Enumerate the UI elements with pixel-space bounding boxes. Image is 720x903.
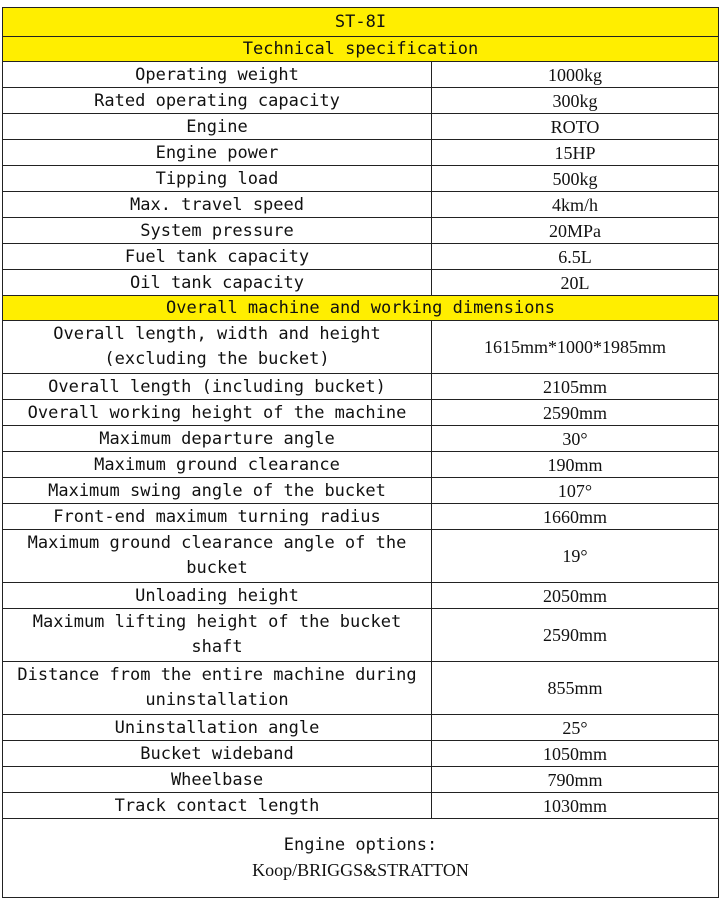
spec-row xyxy=(3,504,719,530)
spec-row xyxy=(3,583,719,609)
model-row xyxy=(3,8,719,37)
spec-value: 2590mm xyxy=(432,400,719,426)
spec-value: 15HP xyxy=(432,140,719,166)
spec-row xyxy=(3,452,719,478)
section-header xyxy=(3,296,719,321)
spec-label: Unloading height xyxy=(3,583,432,609)
spec-label: Rated operating capacity xyxy=(3,88,432,114)
spec-label: Maximum departure angle xyxy=(3,426,432,452)
spec-label: Overall length (including bucket) xyxy=(3,374,432,400)
spec-label: Maximum ground clearance angle of the bucket xyxy=(3,530,432,583)
spec-label: Distance from the entire machine during uninstallation xyxy=(3,662,432,715)
spec-value: 25° xyxy=(432,715,719,741)
spec-value: 855mm xyxy=(432,662,719,715)
spec-row xyxy=(3,767,719,793)
spec-label: Track contact length xyxy=(3,793,432,819)
spec-value: 1050mm xyxy=(432,741,719,767)
engine-options-heading: Engine options: xyxy=(283,835,438,855)
spec-label: Bucket wideband xyxy=(3,741,432,767)
spec-label: System pressure xyxy=(3,218,432,244)
spec-label: Uninstallation angle xyxy=(3,715,432,741)
spec-row xyxy=(3,192,719,218)
spec-value: 20MPa xyxy=(432,218,719,244)
spec-value: 4km/h xyxy=(432,192,719,218)
spec-label: Wheelbase xyxy=(3,767,432,793)
spec-label: Maximum lifting height of the bucket shaft xyxy=(3,609,432,662)
spec-label: Operating weight xyxy=(3,62,432,88)
spec-row xyxy=(3,166,719,192)
spec-value: 2105mm xyxy=(432,374,719,400)
engine-options-brands: Koop/BRIGGS&STRATTON xyxy=(252,860,469,880)
section-title: Overall machine and working dimensions xyxy=(3,296,719,321)
spec-row xyxy=(3,218,719,244)
spec-row xyxy=(3,793,719,819)
spec-row xyxy=(3,244,719,270)
spec-row xyxy=(3,609,719,662)
spec-value: 1000kg xyxy=(432,62,719,88)
spec-label: Max. travel speed xyxy=(3,192,432,218)
spec-row xyxy=(3,270,719,296)
spec-value: 790mm xyxy=(432,767,719,793)
spec-value: 300kg xyxy=(432,88,719,114)
spec-row xyxy=(3,62,719,88)
engine-options-row xyxy=(3,819,719,898)
spec-value: 19° xyxy=(432,530,719,583)
spec-row xyxy=(3,530,719,583)
spec-value: 30° xyxy=(432,426,719,452)
spec-value: 1660mm xyxy=(432,504,719,530)
spec-row xyxy=(3,114,719,140)
section-title: Technical specification xyxy=(3,37,719,62)
spec-value: 107° xyxy=(432,478,719,504)
spec-value: 500kg xyxy=(432,166,719,192)
engine-options-note xyxy=(3,819,719,898)
spec-table xyxy=(2,7,719,898)
spec-value: 1615mm*1000*1985mm xyxy=(432,321,719,374)
spec-row xyxy=(3,662,719,715)
spec-value: 20L xyxy=(432,270,719,296)
spec-label: Overall length, width and height (excluding the bucket) xyxy=(3,321,432,374)
spec-row xyxy=(3,715,719,741)
spec-value: 1030mm xyxy=(432,793,719,819)
spec-value: 190mm xyxy=(432,452,719,478)
spec-label: Oil tank capacity xyxy=(3,270,432,296)
section-header xyxy=(3,37,719,62)
spec-row xyxy=(3,478,719,504)
spec-value: 6.5L xyxy=(432,244,719,270)
spec-label: Fuel tank capacity xyxy=(3,244,432,270)
spec-label: Overall working height of the machine xyxy=(3,400,432,426)
spec-value: ROTO xyxy=(432,114,719,140)
spec-label: Tipping load xyxy=(3,166,432,192)
model-name: ST-8I xyxy=(3,8,719,37)
spec-label: Maximum ground clearance xyxy=(3,452,432,478)
spec-label: Engine xyxy=(3,114,432,140)
spec-row xyxy=(3,321,719,374)
spec-row xyxy=(3,426,719,452)
spec-row xyxy=(3,741,719,767)
spec-value: 2050mm xyxy=(432,583,719,609)
spec-label: Engine power xyxy=(3,140,432,166)
spec-row xyxy=(3,374,719,400)
spec-row xyxy=(3,88,719,114)
spec-row xyxy=(3,400,719,426)
spec-value: 2590mm xyxy=(432,609,719,662)
spec-row xyxy=(3,140,719,166)
spec-label: Front-end maximum turning radius xyxy=(3,504,432,530)
spec-label: Maximum swing angle of the bucket xyxy=(3,478,432,504)
